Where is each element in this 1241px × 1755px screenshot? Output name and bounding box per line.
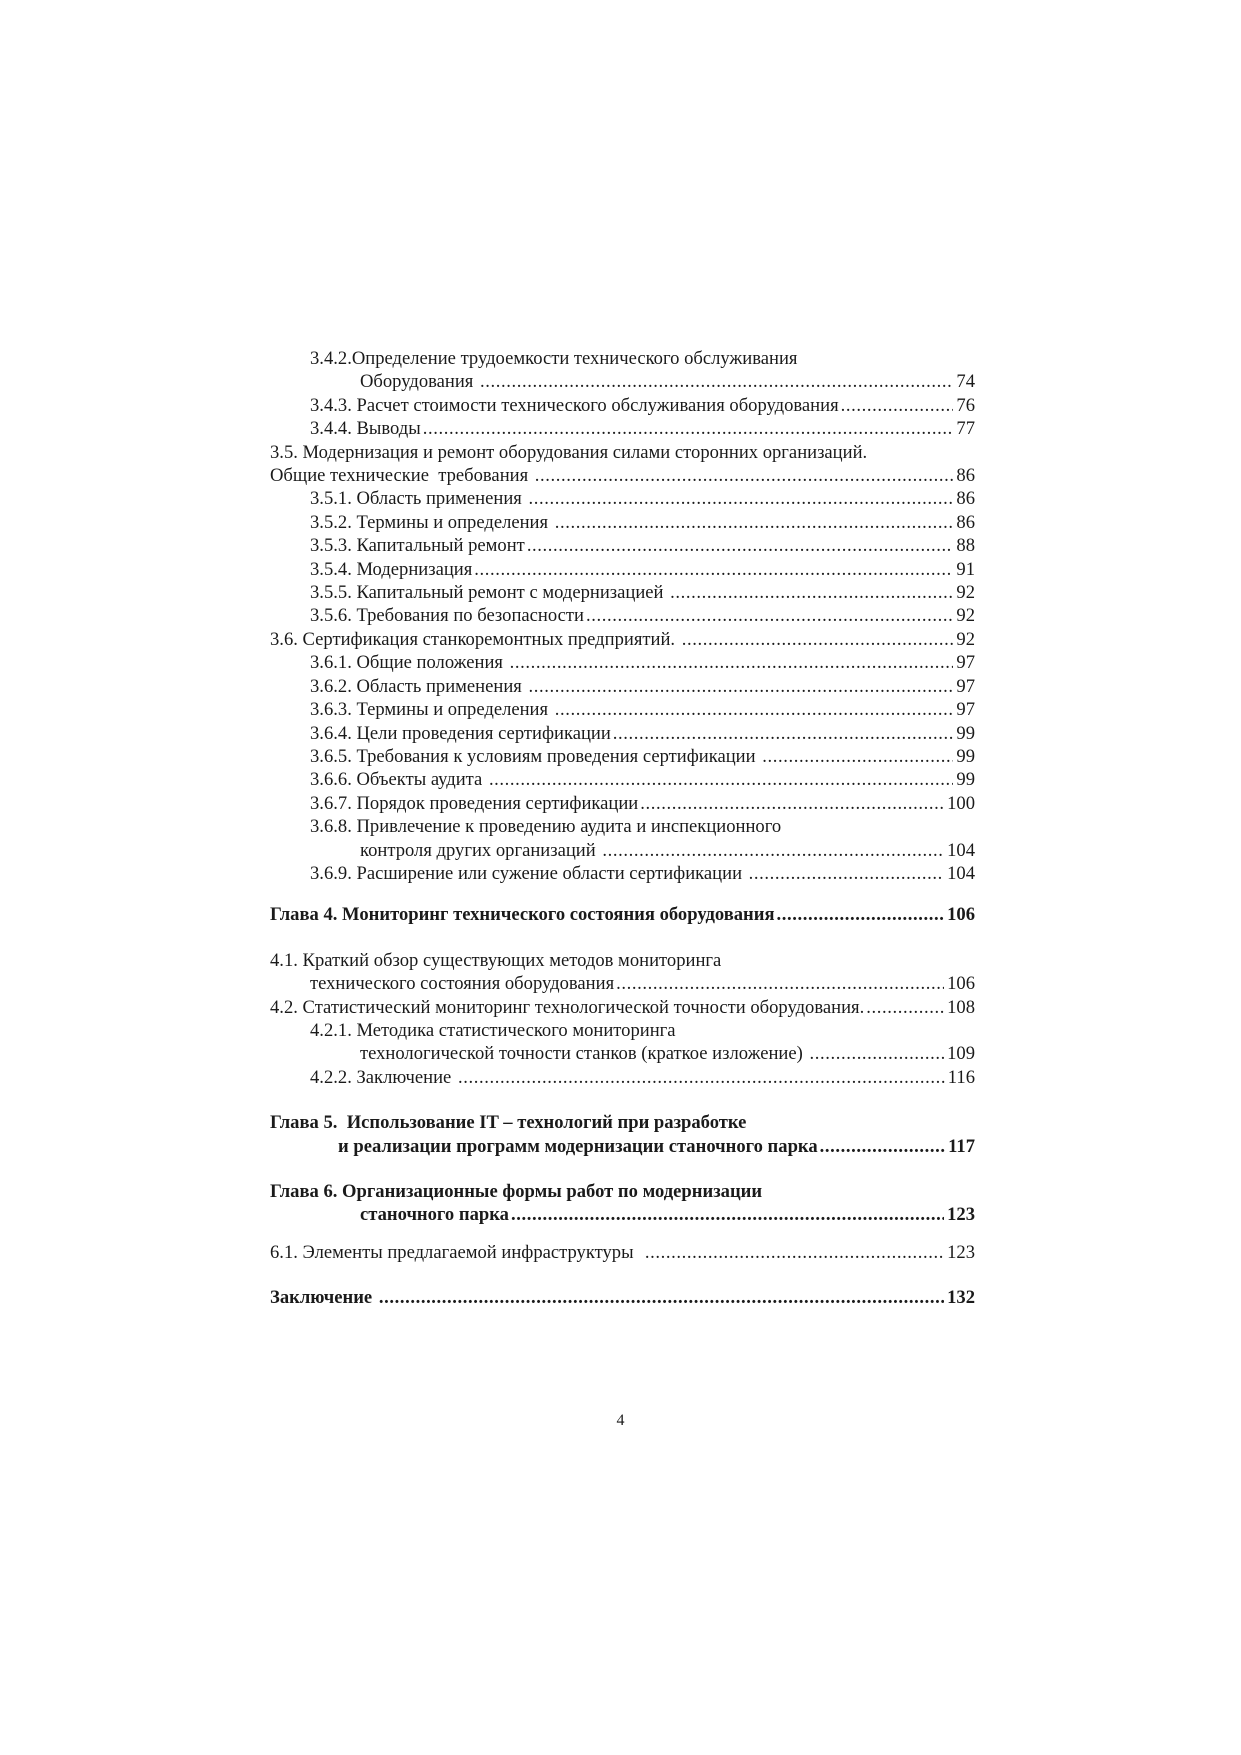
- toc-entry-title: технологической точности станков (краткое изложение): [360, 1043, 808, 1065]
- toc-entry-title: 4.2. Статистический мониторинг технологической точности оборудования.: [270, 996, 865, 1018]
- toc-entry-title: 3.6.4. Цели проведения сертификации: [310, 722, 611, 744]
- dot-leader: [535, 464, 954, 487]
- toc-line: [270, 1111, 975, 1134]
- toc-entry: [270, 698, 975, 721]
- dot-leader: [489, 768, 953, 791]
- toc-page-number: 97: [956, 675, 975, 697]
- toc-entry-title: 3.6.1. Общие положения: [310, 652, 508, 674]
- toc-entry-title: контроля других организаций: [360, 839, 601, 861]
- toc-entry: [270, 815, 975, 862]
- toc-line: [270, 903, 975, 926]
- toc-entry: [270, 558, 975, 581]
- toc-line: [270, 1241, 975, 1264]
- dot-leader: [616, 972, 944, 995]
- toc-entry: [270, 722, 975, 745]
- toc-entry: [270, 675, 975, 698]
- toc-line: [270, 996, 975, 1019]
- dot-leader: [555, 511, 954, 534]
- toc-entry: [270, 581, 975, 604]
- toc-line: [270, 862, 975, 885]
- dot-leader: [480, 370, 953, 393]
- page-number: 4: [616, 1412, 625, 1429]
- toc-entry-title: 3.5.4. Модернизация: [310, 558, 473, 580]
- toc-entry: [270, 651, 975, 674]
- dot-leader: [762, 745, 953, 768]
- dot-leader: [682, 628, 954, 651]
- dot-leader: [527, 534, 954, 557]
- toc-entry: [270, 1180, 975, 1227]
- toc-line: [270, 651, 975, 674]
- toc-line: [270, 487, 975, 510]
- dot-leader: [670, 581, 953, 604]
- toc-entry: [270, 792, 975, 815]
- toc-entry-title: 3.6. Сертификация станкоремонтных предприятий.: [270, 628, 680, 650]
- dot-leader: [602, 839, 944, 862]
- toc-entry-title: технического состояния оборудования: [310, 973, 615, 995]
- toc-page-number: 132: [947, 1287, 975, 1309]
- toc-page-number: 92: [956, 582, 975, 604]
- toc-line: [270, 698, 975, 721]
- toc-line: [270, 792, 975, 815]
- toc-line: [270, 1042, 975, 1065]
- toc-entry-title: 3.6.7. Порядок проведения сертификации: [310, 792, 639, 814]
- toc-entry: [270, 347, 975, 394]
- toc-entry: [270, 534, 975, 557]
- toc-line: [270, 815, 975, 838]
- toc-line: [270, 972, 975, 995]
- toc-entry: [270, 1066, 975, 1089]
- toc-entry: [270, 862, 975, 885]
- dot-leader: [555, 698, 954, 721]
- toc-page-number: 106: [947, 904, 975, 926]
- toc-line: [270, 441, 975, 464]
- toc-entry: [270, 745, 975, 768]
- toc-entry-title: Глава 6. Организационные формы работ по модернизации: [270, 1181, 763, 1202]
- toc-entry: [270, 441, 975, 488]
- dot-leader: [474, 558, 953, 581]
- toc-entry-title: 4.2.1. Методика статистического мониторинга: [310, 1019, 676, 1041]
- toc-line: [270, 558, 975, 581]
- toc-page-number: 77: [956, 418, 975, 440]
- toc-line: [270, 1286, 975, 1309]
- toc-entry: [270, 628, 975, 651]
- toc-page-number: 106: [947, 973, 975, 995]
- toc-line: [270, 347, 975, 370]
- toc-page-number: 123: [947, 1241, 975, 1263]
- toc-entry-title: 3.4.2.Определение трудоемкости технического обслуживания: [310, 348, 798, 369]
- toc-entry-title: 3.5.5. Капитальный ремонт с модернизацией: [310, 582, 669, 604]
- toc-page-number: 108: [947, 996, 975, 1018]
- toc-line: [270, 1066, 975, 1089]
- toc-entry-title: 4.1. Краткий обзор существующих методов мониторинга: [270, 949, 722, 971]
- toc-entry: [270, 1019, 975, 1066]
- dot-leader: [510, 651, 954, 674]
- toc-line: [270, 1135, 975, 1158]
- toc-entry-title: 3.5.6. Требования по безопасности: [310, 605, 584, 627]
- toc-entry: [270, 903, 975, 926]
- dot-leader: [458, 1066, 945, 1089]
- toc-line: [270, 628, 975, 651]
- toc-page-number: 99: [956, 722, 975, 744]
- toc-line: [270, 1203, 975, 1226]
- toc-line: [270, 1019, 975, 1042]
- toc-entry-title: 3.5.1. Область применения: [310, 488, 527, 510]
- toc-entry-title: Глава 5. Использование IT – технологий при разработке: [270, 1112, 747, 1134]
- toc-line: [270, 722, 975, 745]
- dot-leader: [866, 996, 944, 1019]
- toc-entry-title: Глава 4. Мониторинг технического состояния оборудования: [270, 904, 775, 926]
- toc-entry-title: Оборудования: [360, 371, 479, 393]
- toc-page-number: 99: [956, 769, 975, 791]
- dot-leader: [423, 417, 954, 440]
- toc-entry-title: 3.5. Модернизация и ремонт оборудования силами сторонних организаций.: [270, 441, 868, 463]
- toc-entry-title: 3.4.4. Выводы: [310, 418, 421, 440]
- toc-page-number: 116: [947, 1066, 975, 1088]
- toc-entry-title: 6.1. Элементы предлагаемой инфраструктуры: [270, 1241, 643, 1263]
- dot-leader: [528, 675, 953, 698]
- toc-entry-title: 3.4.3. Расчет стоимости технического обслуживания оборудования: [310, 394, 839, 416]
- toc-entry-title: 3.6.2. Область применения: [310, 675, 527, 697]
- toc-page-number: 117: [948, 1135, 975, 1157]
- toc-page-number: 99: [956, 745, 975, 767]
- toc-line: [270, 768, 975, 791]
- toc-line: [270, 511, 975, 534]
- dot-leader: [586, 604, 953, 627]
- toc-entry-title: 3.6.8. Привлечение к проведению аудита и инспекционного: [310, 816, 782, 838]
- toc-page-number: 100: [947, 792, 975, 814]
- toc-line: [270, 1180, 975, 1203]
- toc-entry-title: 3.6.9. Расширение или сужение области сертификации: [310, 862, 747, 884]
- toc-page-number: 97: [956, 699, 975, 721]
- toc-entry-title: 3.6.3. Термины и определения: [310, 699, 553, 721]
- toc-entry-title: 3.5.2. Термины и определения: [310, 511, 553, 533]
- toc-page-number: 92: [956, 605, 975, 627]
- dot-leader: [777, 903, 945, 926]
- toc-entry-title: и реализации программ модернизации станочного парка: [338, 1135, 818, 1157]
- toc-page-number: 74: [956, 371, 975, 393]
- toc-line: [270, 675, 975, 698]
- toc-page-number: 109: [947, 1043, 975, 1065]
- toc-entry-title: 3.6.6. Объекты аудита: [310, 769, 487, 791]
- toc-line: [270, 949, 975, 972]
- table-of-contents: [270, 347, 975, 1310]
- dot-leader: [809, 1042, 944, 1065]
- toc-entry-title: 3.5.3. Капитальный ремонт: [310, 535, 525, 557]
- toc-page-number: 92: [956, 628, 975, 650]
- toc-entry-title: станочного парка: [360, 1204, 509, 1226]
- toc-page-number: 123: [947, 1204, 975, 1226]
- toc-page-number: 104: [947, 862, 975, 884]
- toc-page-number: 91: [956, 558, 975, 580]
- toc-line: [270, 581, 975, 604]
- toc-page-number: 76: [956, 394, 975, 416]
- dot-leader: [841, 394, 954, 417]
- dot-leader: [511, 1203, 944, 1226]
- toc-page-number: 86: [956, 488, 975, 510]
- toc-entry: [270, 604, 975, 627]
- toc-line: [270, 464, 975, 487]
- toc-entry-title: 3.6.5. Требования к условиям проведения сертификации: [310, 745, 761, 767]
- toc-entry: [270, 1111, 975, 1158]
- dot-leader: [820, 1135, 945, 1158]
- toc-entry: [270, 949, 975, 996]
- toc-entry-title: Общие технические требования: [270, 465, 533, 487]
- dot-leader: [640, 792, 944, 815]
- toc-entry: [270, 394, 975, 417]
- toc-page-number: 104: [947, 839, 975, 861]
- dot-leader: [613, 722, 954, 745]
- toc-entry: [270, 996, 975, 1019]
- toc-line: [270, 839, 975, 862]
- toc-page-number: 88: [956, 535, 975, 557]
- toc-line: [270, 394, 975, 417]
- dot-leader: [528, 487, 953, 510]
- dot-leader: [645, 1241, 944, 1264]
- toc-entry: [270, 1286, 975, 1309]
- toc-page-number: 86: [956, 511, 975, 533]
- dot-leader: [749, 862, 944, 885]
- dot-leader: [379, 1286, 944, 1309]
- toc-entry: [270, 487, 975, 510]
- toc-line: [270, 370, 975, 393]
- toc-line: [270, 745, 975, 768]
- toc-page-number: 86: [956, 465, 975, 487]
- toc-entry: [270, 1241, 975, 1264]
- toc-entry: [270, 417, 975, 440]
- toc-line: [270, 604, 975, 627]
- toc-entry: [270, 511, 975, 534]
- toc-entry-title: 4.2.2. Заключение: [310, 1066, 456, 1088]
- toc-line: [270, 534, 975, 557]
- toc-page-number: 97: [956, 652, 975, 674]
- toc-entry: [270, 768, 975, 791]
- toc-line: [270, 417, 975, 440]
- toc-entry-title: Заключение: [270, 1287, 377, 1309]
